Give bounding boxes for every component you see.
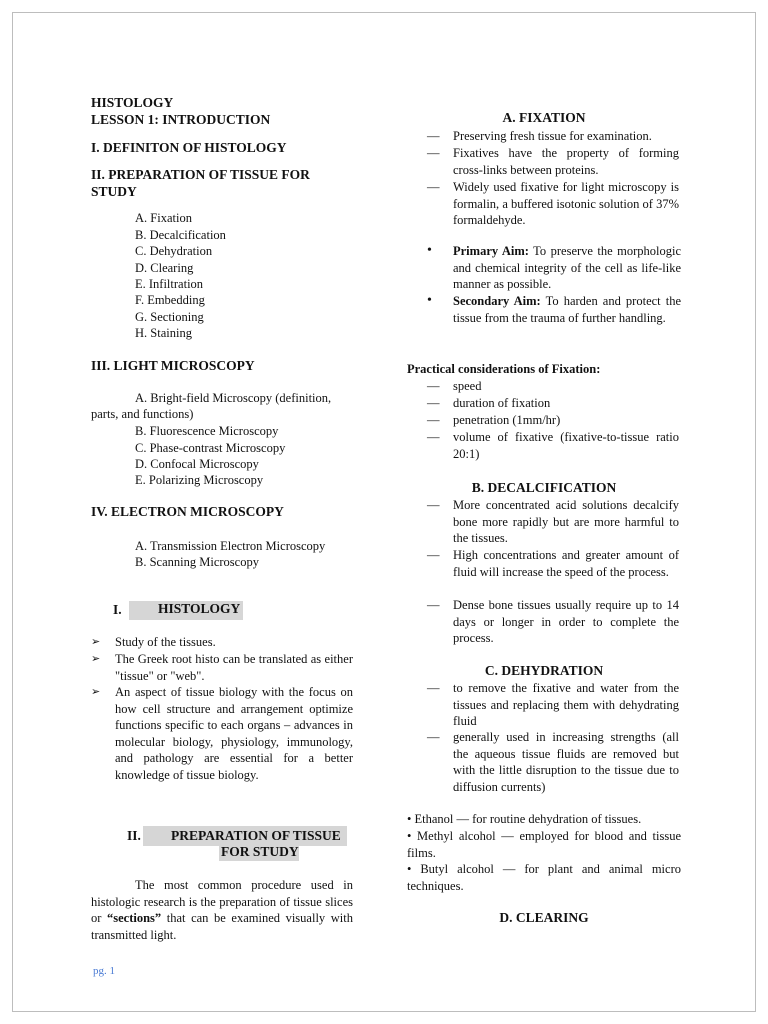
- dash-bullet-icon: —: [427, 730, 440, 744]
- dash-bullet-icon: —: [427, 413, 440, 427]
- list-item-text: volume of fixative (fixative-to-tissue ratio 20:1): [453, 430, 679, 461]
- outline-item-cont: parts, and functions): [91, 407, 194, 421]
- list-item-text: More concentrated acid solutions decalcify bone more rapidly but are more harmful to the tissues.: [453, 498, 679, 545]
- list-item-text: duration of fixation: [453, 396, 551, 410]
- paragraph-text: that can be examined visually with transmitted light.: [91, 911, 353, 942]
- section-title-histology: HISTOLOGY: [129, 601, 243, 620]
- section-title-preparation: PREPARATION OF TISSUE: [171, 828, 341, 843]
- list-item-text: Dense bone tissues usually require up to 14 days or longer in order to complete the process.: [453, 598, 679, 645]
- outline-item: B. Scanning Microscopy: [135, 555, 259, 569]
- outline-item: D. Confocal Microscopy: [135, 457, 259, 471]
- decalcification-heading: B. DECALCIFICATION: [471, 480, 617, 495]
- outline-heading-3: III. LIGHT MICROSCOPY: [91, 358, 255, 373]
- outline-item: A. Fixation: [135, 211, 192, 225]
- list-item-text: High concentrations and greater amount of fluid will increase the speed of the process.: [453, 548, 679, 579]
- dash-bullet-icon: —: [427, 146, 440, 160]
- section-number: II.: [127, 828, 141, 843]
- list-item-text: generally used in increasing strengths (all the aqueous tissue fluids are removed but with the little disruption to the tissue due to diffusion currents): [453, 730, 679, 794]
- alcohol-line: • Ethanol — for routine dehydration of tissues.: [407, 812, 642, 826]
- outline-item: C. Dehydration: [135, 244, 213, 258]
- dash-bullet-icon: —: [427, 379, 440, 393]
- outline-item: G. Sectioning: [135, 310, 204, 324]
- aim-label: Secondary Aim:: [453, 294, 541, 308]
- list-item-text: The Greek root histo can be translated as either "tissue" or "web".: [115, 652, 353, 683]
- list-item-text: to remove the fixative and water from the tissues and replacing them with dehydrating fluid: [453, 681, 679, 728]
- dash-bullet-icon: —: [427, 396, 440, 410]
- outline-item: B. Fluorescence Microscopy: [135, 424, 279, 438]
- alcohol-line: • Methyl alcohol — employed for blood and tissue films.: [407, 829, 681, 860]
- section-title-preparation-cont: FOR STUDY: [221, 844, 299, 859]
- outline-item: E. Polarizing Microscopy: [135, 473, 264, 487]
- list-item-text: [453, 243, 681, 293]
- outline-heading-2: II. PREPARATION OF TISSUE FOR: [91, 167, 310, 182]
- dash-bullet-icon: —: [427, 681, 440, 695]
- outline-item: D. Clearing: [135, 261, 194, 275]
- dash-bullet-icon: —: [427, 129, 440, 143]
- outline-item: F. Embedding: [135, 293, 205, 307]
- doc-title: HISTOLOGY: [91, 95, 174, 110]
- aim-text: To preserve the morphologic and chemical integrity of the cell as life-like manner as possible.: [453, 244, 681, 291]
- arrow-bullet-icon: ➢: [91, 686, 101, 698]
- practical-heading: Practical considerations of Fixation:: [407, 362, 601, 376]
- fixation-heading: A. FIXATION: [502, 110, 586, 125]
- outline-heading-1: I. DEFINITON OF HISTOLOGY: [91, 140, 287, 155]
- outline-heading-2-cont: STUDY: [91, 184, 137, 199]
- list-item-text: Preserving fresh tissue for examination.: [453, 129, 652, 143]
- dash-bullet-icon: —: [427, 180, 440, 194]
- arrow-bullet-icon: ➢: [91, 653, 101, 665]
- list-item-text: Widely used fixative for light microscopy is formalin, a buffered isotonic solution of 37% formaldehyde.: [453, 180, 679, 227]
- list-item-text: [453, 293, 681, 326]
- paragraph-text: The most common procedure used in histologic research is the preparation of tissue slices or: [91, 878, 353, 925]
- dash-bullet-icon: —: [427, 430, 440, 444]
- alcohol-line: • Butyl alcohol — for plant and animal micro techniques.: [407, 862, 681, 893]
- outline-item: H. Staining: [135, 326, 192, 340]
- list-item-text: speed: [453, 379, 482, 393]
- aim-label: Primary Aim:: [453, 244, 529, 258]
- list-item-text: penetration (1mm/hr): [453, 413, 561, 427]
- clearing-heading: D. CLEARING: [499, 910, 589, 925]
- dehydration-heading: C. DEHYDRATION: [484, 663, 604, 678]
- outline-item: A. Bright-field Microscopy (definition,: [135, 391, 332, 405]
- outline-item: E. Infiltration: [135, 277, 204, 291]
- list-item-text: Fixatives have the property of forming cross-links between proteins.: [453, 146, 679, 177]
- section-number: I.: [113, 602, 122, 617]
- lesson-title: LESSON 1: INTRODUCTION: [91, 112, 271, 127]
- intro-paragraph: [91, 877, 353, 943]
- round-bullet-icon: •: [427, 293, 432, 308]
- outline-item: A. Transmission Electron Microscopy: [135, 539, 326, 553]
- dash-bullet-icon: —: [427, 598, 440, 612]
- document-page: [12, 12, 756, 1012]
- outline-item: C. Phase-contrast Microscopy: [135, 441, 286, 455]
- outline-heading-4: IV. ELECTRON MICROSCOPY: [91, 504, 284, 519]
- dash-bullet-icon: —: [427, 548, 440, 562]
- arrow-bullet-icon: ➢: [91, 636, 101, 648]
- round-bullet-icon: •: [427, 243, 432, 258]
- paragraph-bold-term: “sections”: [107, 911, 162, 925]
- list-item-text: An aspect of tissue biology with the focus on how cell structure and arrangement optimize functions specific to each organs – advances in molecular biology, physiology, immunology, and pathology are essential for a better knowledge of tissue biology.: [115, 685, 353, 782]
- page-number: pg. 1: [93, 965, 115, 977]
- aim-text: To harden and protect the tissue from the trauma of further handling.: [453, 294, 681, 325]
- outline-item: B. Decalcification: [135, 228, 226, 242]
- list-item-text: Study of the tissues.: [115, 635, 216, 649]
- dash-bullet-icon: —: [427, 498, 440, 512]
